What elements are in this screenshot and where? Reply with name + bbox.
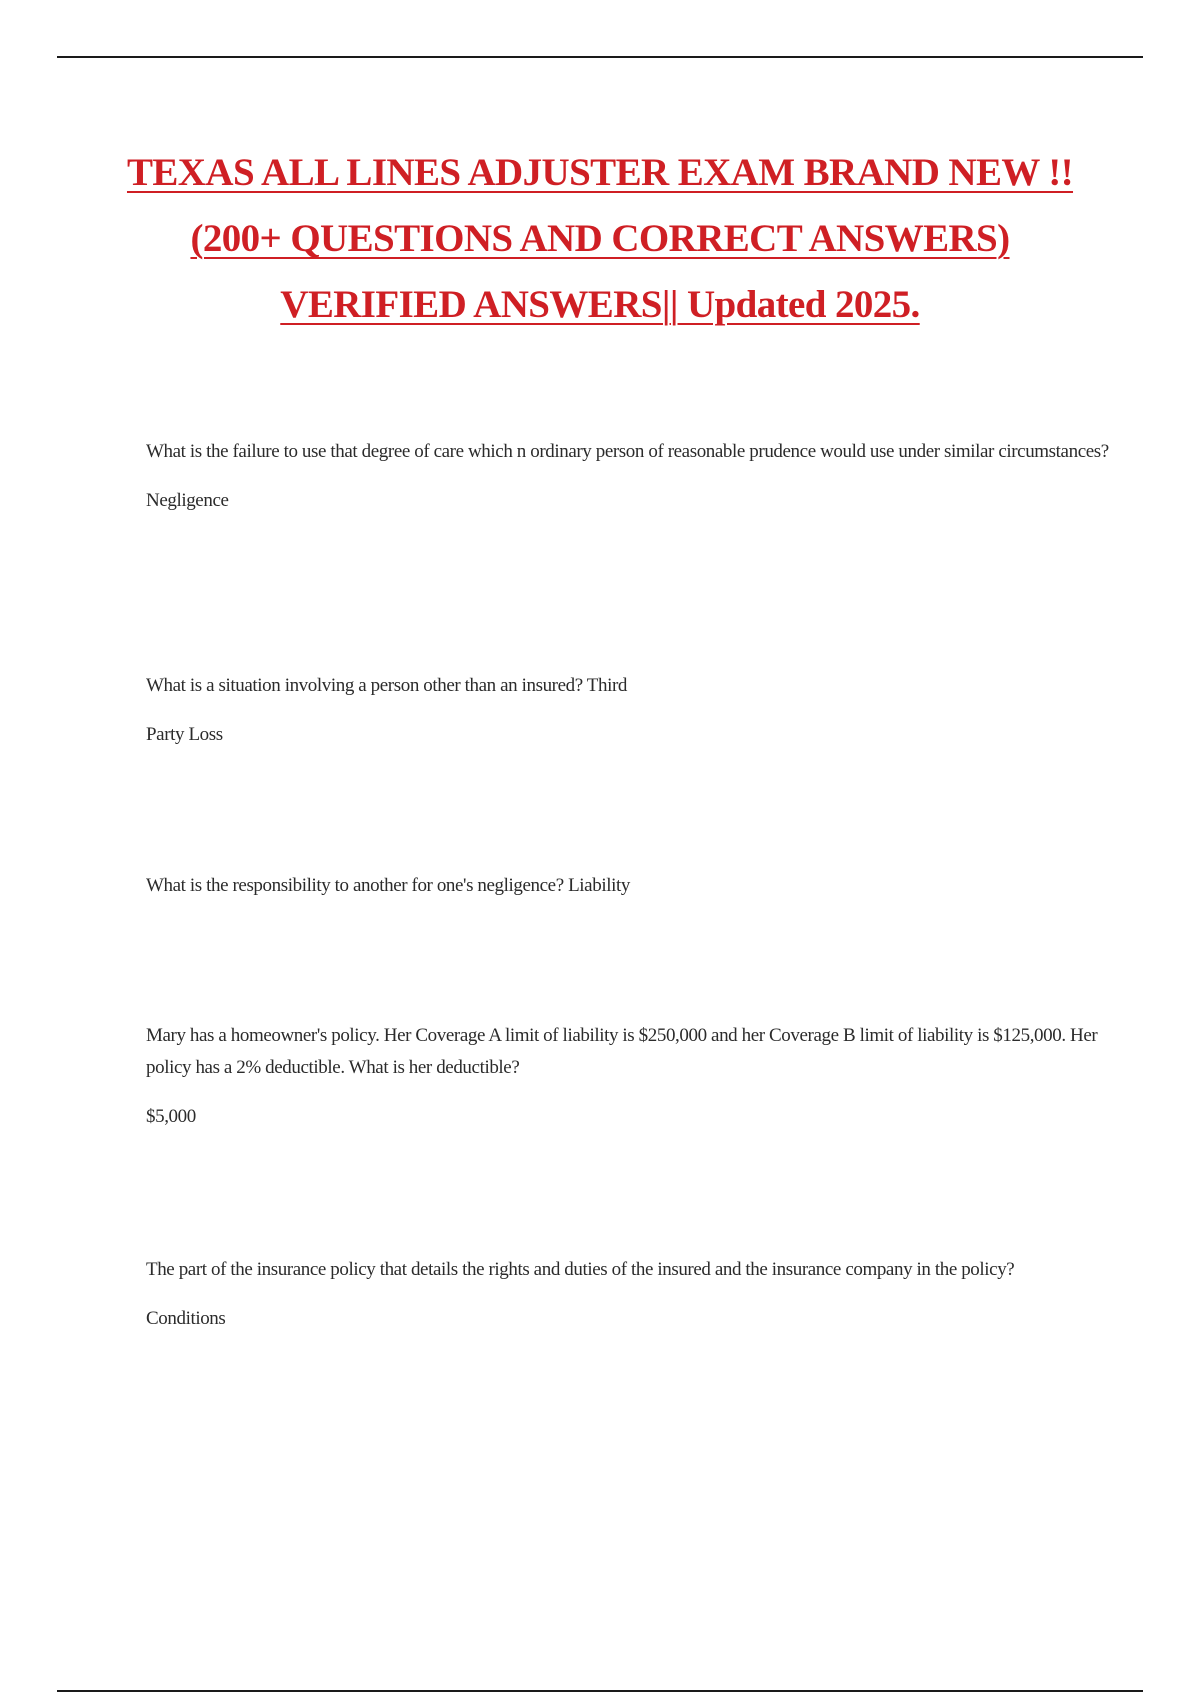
qa-item	[146, 436, 1116, 517]
title-line-1: TEXAS ALL LINES ADJUSTER EXAM BRAND NEW !!	[126, 151, 1074, 194]
title-line-2: (200+ QUESTIONS AND CORRECT ANSWERS)	[190, 217, 1010, 260]
document-title	[100, 140, 1100, 338]
header-rule	[57, 56, 1143, 58]
answer-text: Negligence	[146, 490, 229, 511]
question-text: The part of the insurance policy that details the rights and duties of the insured and the insurance company in the policy?	[146, 1259, 1015, 1280]
qa-item	[146, 1020, 1116, 1133]
qa-item	[146, 670, 1116, 751]
title-line-3: VERIFIED ANSWERS|| Updated 2025.	[280, 283, 920, 326]
footer-rule	[57, 1690, 1143, 1692]
question-text: Mary has a homeowner's policy. Her Coverage A limit of liability is $250,000 and her Coverage B limit of liability is $125,000. Her policy has a 2% deductible. What is her deductible?	[146, 1025, 1098, 1078]
answer-text: Party Loss	[146, 724, 223, 745]
question-text: What is the failure to use that degree of care which n ordinary person of reasonable prudence would use under similar circumstances?	[146, 441, 1109, 462]
question-text: What is the responsibility to another for one's negligence? Liability	[146, 875, 630, 896]
question-text: What is a situation involving a person other than an insured? Third	[146, 675, 627, 696]
answer-text: $5,000	[146, 1106, 196, 1127]
qa-item	[146, 870, 1116, 902]
answer-text: Conditions	[146, 1308, 226, 1329]
qa-item	[146, 1254, 1116, 1335]
